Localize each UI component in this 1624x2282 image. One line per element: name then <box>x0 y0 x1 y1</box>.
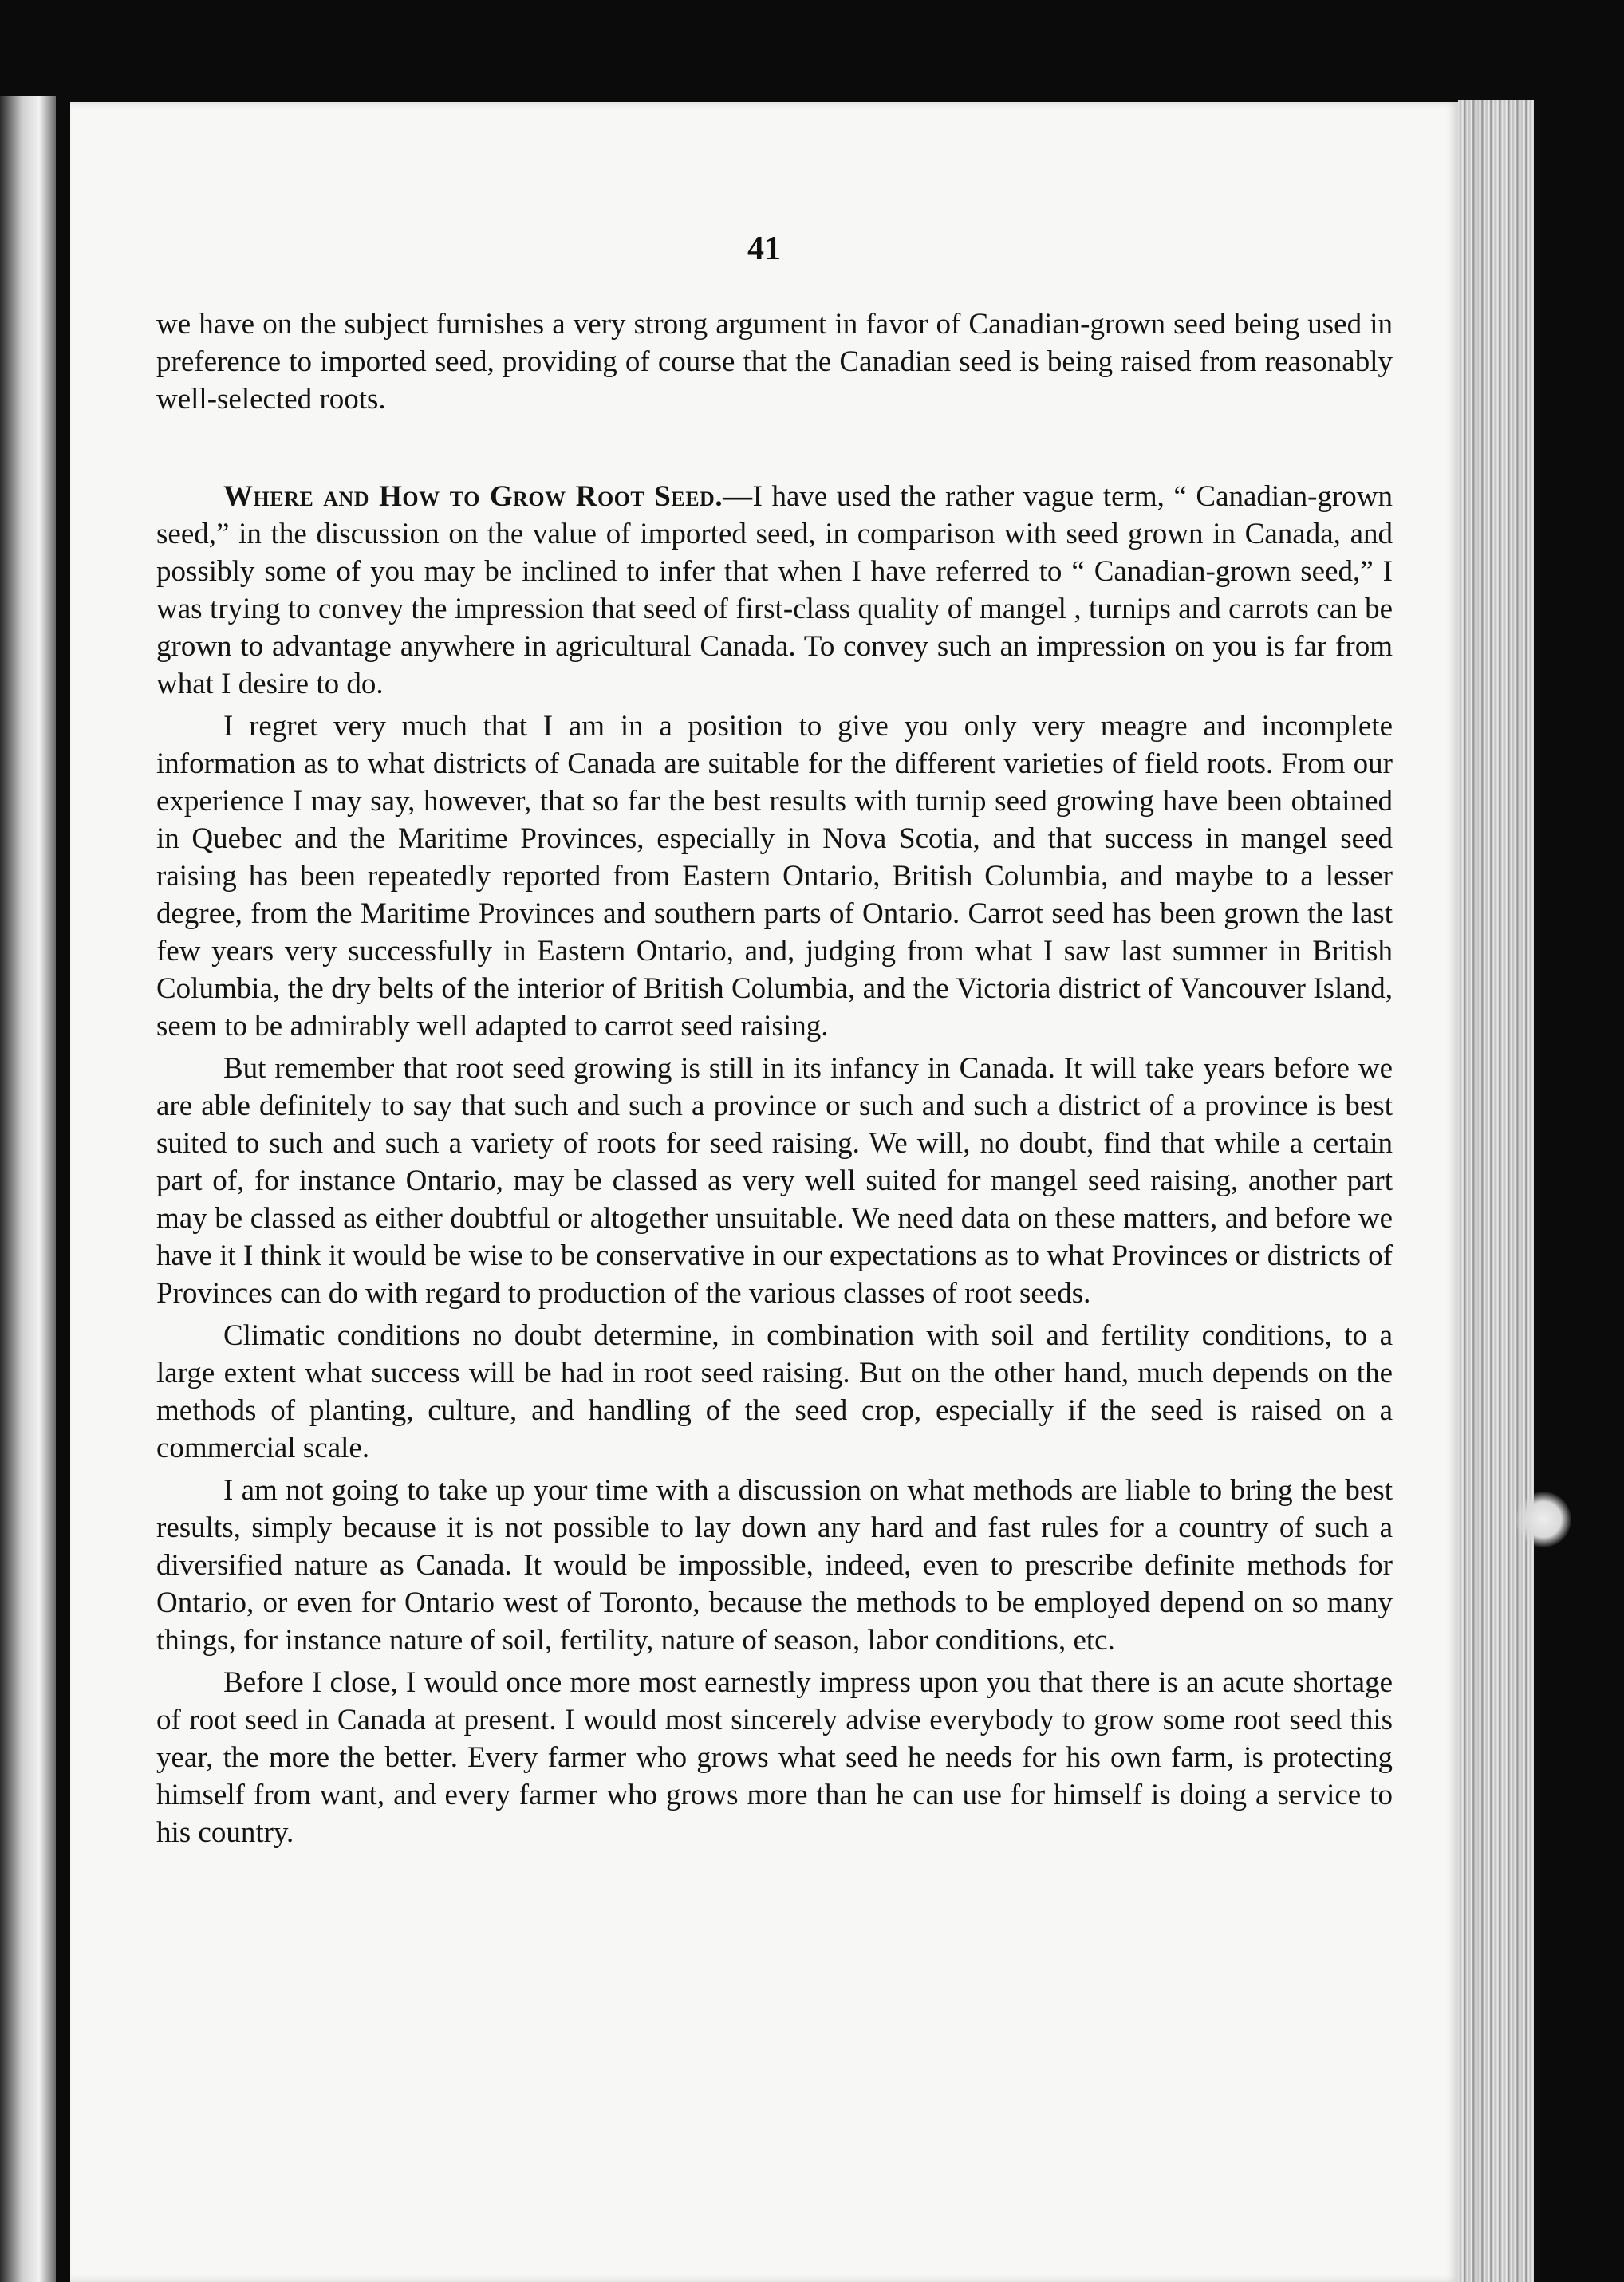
paragraph-3: I regret very much that I am in a position to give you only very meagre and incomplete information as to what districts of Canada are suitable for the different varieties of field roots. From our experience I may say, however, that so far the best results with turnip seed growing have been obtained in Quebec and the Maritime Provinces, especially in Nova Scotia, and that success in mangel seed raising has been repeatedly reported from Eastern Ontario, British Columbia, and maybe to a lesser degree, from the Maritime Provinces and southern parts of Ontario. Carrot seed has been grown the last few years very successfully in Eastern Ontario, and, judging from what I saw last summer in British Columbia, the dry belts of the interior of British Columbia, and the Victoria district of Vancouver Island, seem to be admirably well adapted to carrot seed raising. <box>156 710 1393 1042</box>
paragraph-7: Before I close, I would once more most earnestly impress upon you that there is an acute shortage of root seed in Canada at present. I would most sincerely advise everybody to grow some root seed this year, the more the better. Every farmer who grows what seed he needs for his own farm, is protecting himself from want, and every farmer who grows more than he can use for himself is doing a service to his country. <box>156 1666 1393 1849</box>
paragraph-2 <box>156 478 1393 703</box>
section-heading: Where and How to Grow Root Seed.— <box>223 480 753 513</box>
page-edges <box>1458 100 1534 2282</box>
page-number: 41 <box>747 231 781 267</box>
paragraph-5: Climatic conditions no doubt determine, in combination with soil and fertility conditions, to a large extent what success will be had in root seed raising. But on the other hand, much depends on the methods of planting, culture, and handling of the seed crop, especially if the seed is raised on a commercial scale. <box>156 1319 1393 1464</box>
paragraph-1: we have on the subject furnishes a very strong argument in favor of Canadian-grown seed being used in preference to imported seed, providing of course that the Canadian seed is being raised from reasonably well-selected roots. <box>156 308 1393 416</box>
book-page <box>70 102 1458 2282</box>
paragraph-6: I am not going to take up your time with a discussion on what methods are liable to bring the best results, simply because it is not possible to lay down any hard and fast rules for a country of such a diversified nature as Canada. It would be impossible, indeed, even to prescribe definite methods for Ontario, or even for Ontario west of Toronto, because the methods to be employed depend on so many things, for instance nature of soil, fertility, nature of season, labor conditions, etc. <box>156 1474 1393 1657</box>
background-right <box>1534 120 1624 2282</box>
paragraph-2-text: I have used the rather vague term, “ Canadian-grown seed,” in the discussion on the value of imported seed, in comparison with seed grown in Canada, and possibly some of you may be inclined to infer that when I have referred to “ Canadian-grown seed,” I was trying to convey the impression that seed of first-class quality of mangel , turnips and carrots can be grown to advantage anywhere in agricultural Canada. To convey such an impression on you is far from what I desire to do. <box>156 480 1393 700</box>
left-page-edge <box>0 96 56 2282</box>
paper-blot <box>1516 1492 1571 1547</box>
paragraph-4: But remember that root seed growing is still in its infancy in Canada. It will take years before we are able definitely to say that such and such a province or such and such a district of a province is best suited to such and such a variety of roots for seed raising. We will, no doubt, find that while a certain part of, for instance Ontario, may be classed as very well suited for mangel seed raising, another part may be classed as either doubtful or altogether unsuitable. We need data on these matters, and before we have it I think it would be wise to be conservative in our expectations as to what Provinces or districts of Provinces can do with regard to production of the various classes of root seeds. <box>156 1052 1393 1310</box>
body-text <box>156 305 1393 1851</box>
